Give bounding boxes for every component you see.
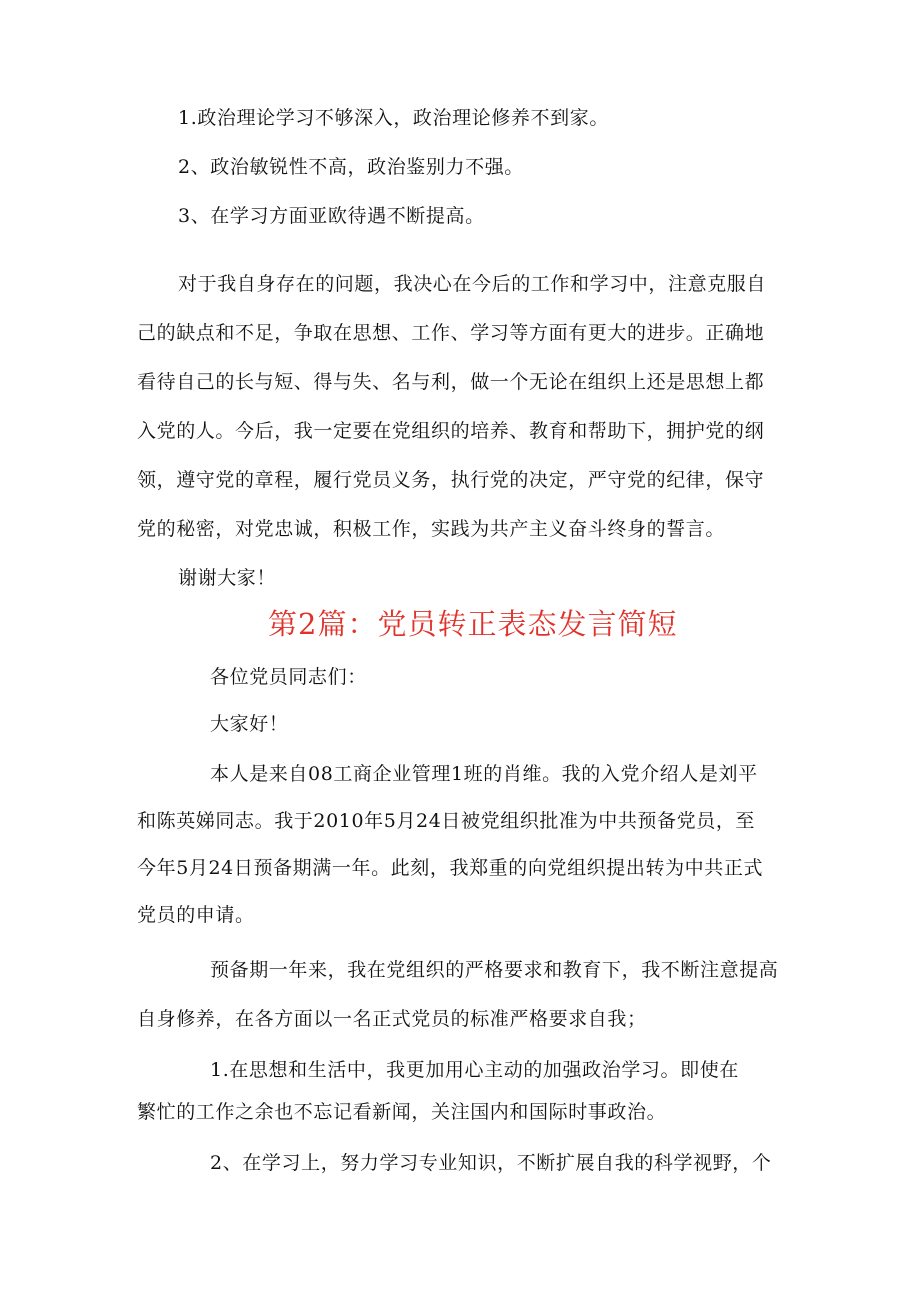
paragraph1-line-2: 己的缺点和不足，争取在思想、工作、学习等方面有更大的进步。正确地 (137, 322, 765, 344)
paragraph1-line-5: 领，遵守党的章程，履行党员义务，执行党的决定，严守党的纪律，保守 (137, 469, 765, 491)
paragraph2-line-1: 本人是来自08工商企业管理1班的肖维。我的入党介绍人是刘平 (210, 763, 758, 785)
paragraph2-line-2: 和陈英娣同志。我于2010年5月24日被党组织批准为中共预备党员，至 (137, 810, 756, 832)
paragraph3-line-1: 预备期一年来，我在党组织的严格要求和教育下，我不断注意提高 (210, 959, 779, 981)
greeting: 大家好！ (210, 713, 289, 735)
paragraph2-line-3: 今年5月24日预备期满一年。此刻，我郑重的向党组织提出转为中共正式 (137, 857, 764, 879)
paragraph2-line-4: 党员的申请。 (137, 904, 255, 926)
paragraph4-line-2: 繁忙的工作之余也不忘记看新闻，关注国内和国际时事政治。 (137, 1101, 667, 1123)
paragraph1-line-6: 党的秘密，对党忠诚，积极工作，实践为共产主义奋斗终身的誓言。 (137, 518, 726, 540)
section-title: 第2篇：党员转正表态发言简短 (268, 607, 678, 641)
paragraph1-line-1: 对于我自身存在的问题，我决心在今后的工作和学习中，注意克服自 (178, 273, 767, 295)
list-item-3: 3、在学习方面亚欧待遇不断提高。 (178, 205, 485, 227)
salutation: 各位党员同志们： (210, 666, 367, 688)
paragraph1-line-4: 入党的人。今后，我一定要在党组织的培养、教育和帮助下，拥护党的纲 (137, 420, 765, 442)
thanks-text: 谢谢大家！ (178, 567, 277, 589)
list-item-1: 1.政治理论学习不够深入，政治理论修养不到家。 (178, 107, 609, 129)
list-item-2: 2、政治敏锐性不高，政治鉴别力不强。 (178, 156, 524, 178)
paragraph5-line-1: 2、在学习上，努力学习专业知识，不断扩展自我的科学视野，个 (210, 1152, 772, 1174)
paragraph3-line-2: 自身修养，在各方面以一名正式党员的标准严格要求自我； (137, 1008, 647, 1030)
paragraph1-line-3: 看待自己的长与短、得与失、名与利，做一个无论在组织上还是思想上都 (137, 371, 765, 393)
paragraph4-line-1: 1.在思想和生活中，我更加用心主动的加强政治学习。即使在 (210, 1059, 739, 1081)
